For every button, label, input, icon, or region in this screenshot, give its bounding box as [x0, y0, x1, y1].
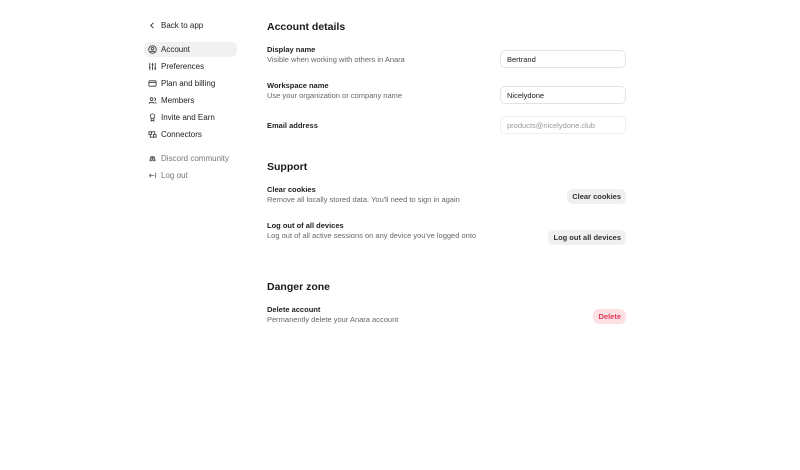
- log-out-icon: [148, 171, 157, 180]
- back-to-app-link[interactable]: [144, 18, 237, 33]
- back-label: Back to app: [161, 21, 204, 30]
- sidebar-item-label: Preferences: [161, 62, 205, 71]
- logout-all-desc: Log out of all active sessions on any device you've logged onto: [267, 231, 477, 240]
- display-name-label: Display name: [267, 45, 316, 54]
- sidebar-item-label: Account: [161, 45, 190, 54]
- discord-icon: [148, 154, 157, 163]
- sidebar-item-plan-billing[interactable]: [144, 76, 237, 91]
- sidebar-item-connectors[interactable]: [144, 127, 237, 142]
- credit-card-icon: [148, 79, 157, 88]
- clear-cookies-desc: Remove all locally stored data. You'll need to sign in again: [267, 195, 460, 204]
- logout-all-label: Log out of all devices: [267, 221, 344, 230]
- log-out-label: Log out: [161, 171, 188, 180]
- sidebar-item-label: Plan and billing: [161, 79, 216, 88]
- sidebar-item-label: Connectors: [161, 130, 202, 139]
- discord-label: Discord community: [161, 154, 230, 163]
- connectors-icon: [148, 130, 157, 139]
- workspace-name-label: Workspace name: [267, 81, 329, 90]
- account-details-heading: Account details: [267, 21, 346, 33]
- chevron-left-icon: [148, 21, 157, 30]
- log-out-link[interactable]: [144, 168, 237, 183]
- delete-account-button[interactable]: Delete: [593, 309, 626, 324]
- workspace-name-desc: Use your organization or company name: [267, 91, 403, 100]
- sidebar-item-invite-earn[interactable]: [144, 110, 237, 125]
- users-icon: [148, 96, 157, 105]
- clear-cookies-button[interactable]: Clear cookies: [567, 189, 626, 204]
- sliders-icon: [148, 62, 157, 71]
- user-circle-icon: [148, 45, 157, 54]
- sidebar-item-preferences[interactable]: [144, 59, 237, 74]
- danger-zone-heading: Danger zone: [267, 281, 331, 293]
- sidebar-item-label: Members: [161, 96, 195, 105]
- workspace-name-input[interactable]: [500, 86, 626, 104]
- email-label: Email address: [267, 121, 318, 130]
- discord-community-link[interactable]: [144, 151, 237, 166]
- sidebar-item-account[interactable]: [144, 42, 237, 57]
- sidebar-item-label: Invite and Earn: [161, 113, 215, 122]
- delete-account-desc: Permanently delete your Anara account: [267, 315, 399, 324]
- award-icon: [148, 113, 157, 122]
- clear-cookies-label: Clear cookies: [267, 185, 316, 194]
- logout-all-button[interactable]: Log out all devices: [548, 230, 626, 245]
- sidebar-item-members[interactable]: [144, 93, 237, 108]
- display-name-input[interactable]: [500, 50, 626, 68]
- display-name-desc: Visible when working with others in Anara: [267, 55, 405, 64]
- support-heading: Support: [267, 161, 308, 173]
- email-input: [500, 116, 626, 134]
- delete-account-label: Delete account: [267, 305, 321, 314]
